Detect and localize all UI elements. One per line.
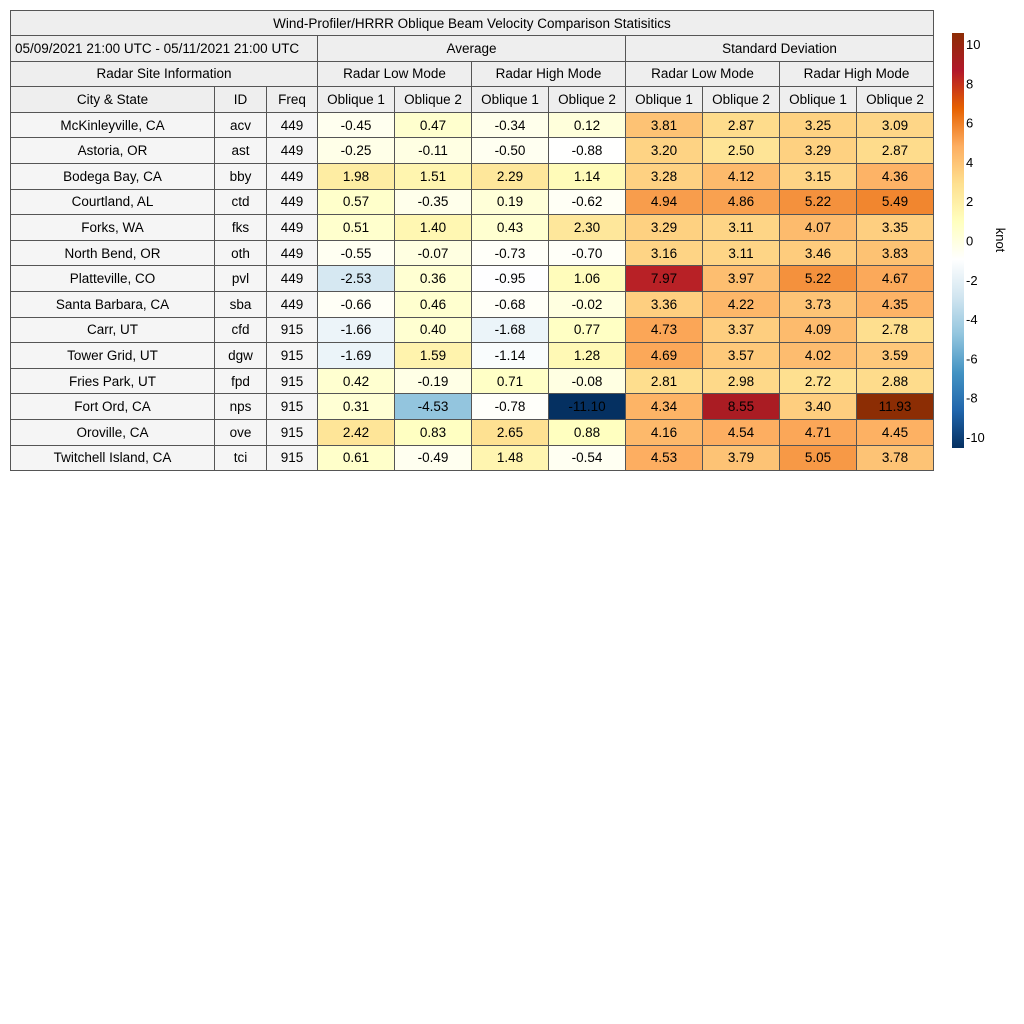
avg-low-oblique2-cell: -0.11 <box>395 138 472 164</box>
avg-low-oblique1-cell: -2.53 <box>318 266 395 292</box>
avg-high-oblique1-cell: -0.34 <box>472 112 549 138</box>
sd-low-oblique2-cell: 2.87 <box>703 112 780 138</box>
avg-high-oblique2-cell: 0.77 <box>549 317 626 343</box>
site-freq: 449 <box>267 266 318 292</box>
site-city: McKinleyville, CA <box>11 112 215 138</box>
avg-high-oblique1-cell: -0.73 <box>472 240 549 266</box>
sd-high-oblique2-cell: 4.36 <box>857 163 934 189</box>
avg-low-oblique2-cell: 1.59 <box>395 343 472 369</box>
avg-low-oblique2-cell: -0.19 <box>395 368 472 394</box>
site-city: Fries Park, UT <box>11 368 215 394</box>
table-row <box>11 343 934 369</box>
sd-high-oblique1-cell: 4.02 <box>780 343 857 369</box>
avg-low-oblique2-cell: 1.40 <box>395 215 472 241</box>
statistics-table <box>10 10 934 471</box>
sd-low-oblique1-cell: 4.53 <box>626 445 703 471</box>
sd-low-oblique2-cell: 3.11 <box>703 215 780 241</box>
site-info-header: Radar Site Information <box>11 61 318 87</box>
site-id: tci <box>215 445 267 471</box>
avg-low-oblique1-cell: -1.66 <box>318 317 395 343</box>
avg-high-oblique1-cell: -1.68 <box>472 317 549 343</box>
stddev-header: Standard Deviation <box>626 36 934 62</box>
site-id: cfd <box>215 317 267 343</box>
colorbar-tick-label: -8 <box>966 390 978 406</box>
avg-high-oblique2-cell: -0.02 <box>549 291 626 317</box>
avg-high-oblique1-cell: 0.71 <box>472 368 549 394</box>
avg-low-oblique1-cell: -0.55 <box>318 240 395 266</box>
colorbar-tick-label: 8 <box>966 76 974 92</box>
table-row <box>11 215 934 241</box>
avg-low-oblique1-cell: 1.98 <box>318 163 395 189</box>
avg-high-oblique2-cell: -0.70 <box>549 240 626 266</box>
sd-high-oblique2-cell: 3.09 <box>857 112 934 138</box>
site-city: Carr, UT <box>11 317 215 343</box>
colorbar-tick-label: 2 <box>966 194 974 210</box>
freq-column-header: Freq <box>267 87 318 113</box>
colorbar-tick-label: -6 <box>966 351 978 367</box>
sd-high-oblique1-cell: 5.22 <box>780 189 857 215</box>
colorbar-ticks <box>966 37 985 445</box>
sd-low-oblique1-cell: 3.16 <box>626 240 703 266</box>
site-city: Tower Grid, UT <box>11 343 215 369</box>
sd-low-oblique2-cell: 4.54 <box>703 419 780 445</box>
colorbar-tick-label: 4 <box>966 154 974 170</box>
sd-high-oblique2-cell: 2.78 <box>857 317 934 343</box>
site-freq: 449 <box>267 291 318 317</box>
sd-high-oblique1-cell: 3.46 <box>780 240 857 266</box>
avg-low-oblique2-cell: 0.47 <box>395 112 472 138</box>
site-id: oth <box>215 240 267 266</box>
table-row <box>11 291 934 317</box>
avg-high-oblique1-cell: 0.43 <box>472 215 549 241</box>
site-city: Santa Barbara, CA <box>11 291 215 317</box>
table-row <box>11 112 934 138</box>
site-id: sba <box>215 291 267 317</box>
avg-high-oblique1-header: Oblique 1 <box>472 87 549 113</box>
sd-high-oblique2-cell: 5.49 <box>857 189 934 215</box>
avg-high-oblique2-cell: 0.12 <box>549 112 626 138</box>
site-id: ctd <box>215 189 267 215</box>
sd-low-oblique1-cell: 7.97 <box>626 266 703 292</box>
avg-low-oblique1-cell: 0.61 <box>318 445 395 471</box>
site-freq: 449 <box>267 215 318 241</box>
avg-high-oblique2-cell: 1.14 <box>549 163 626 189</box>
avg-low-oblique2-cell: 0.83 <box>395 419 472 445</box>
avg-low-mode-header: Radar Low Mode <box>318 61 472 87</box>
sd-low-oblique1-cell: 2.81 <box>626 368 703 394</box>
avg-low-oblique2-cell: 0.46 <box>395 291 472 317</box>
colorbar <box>948 30 1024 450</box>
table-row <box>11 445 934 471</box>
avg-low-oblique1-cell: 2.42 <box>318 419 395 445</box>
site-id: nps <box>215 394 267 420</box>
sd-high-oblique1-cell: 3.29 <box>780 138 857 164</box>
sd-high-oblique2-cell: 3.59 <box>857 343 934 369</box>
avg-low-oblique1-cell: -0.45 <box>318 112 395 138</box>
sd-low-oblique1-cell: 4.94 <box>626 189 703 215</box>
sd-low-oblique1-cell: 4.34 <box>626 394 703 420</box>
avg-low-oblique2-header: Oblique 2 <box>395 87 472 113</box>
sd-high-mode-header: Radar High Mode <box>780 61 934 87</box>
table-row <box>11 240 934 266</box>
avg-high-mode-header: Radar High Mode <box>472 61 626 87</box>
site-city: Forks, WA <box>11 215 215 241</box>
sd-low-oblique2-cell: 4.12 <box>703 163 780 189</box>
site-city: Twitchell Island, CA <box>11 445 215 471</box>
site-id: dgw <box>215 343 267 369</box>
sd-high-oblique2-header: Oblique 2 <box>857 87 934 113</box>
avg-low-oblique2-cell: 0.36 <box>395 266 472 292</box>
city-column-header: City & State <box>11 87 215 113</box>
colorbar-label: knot <box>993 227 1008 253</box>
table-row <box>11 189 934 215</box>
id-column-header: ID <box>215 87 267 113</box>
sd-high-oblique1-header: Oblique 1 <box>780 87 857 113</box>
site-city: Courtland, AL <box>11 189 215 215</box>
sd-high-oblique1-cell: 4.07 <box>780 215 857 241</box>
site-freq: 915 <box>267 419 318 445</box>
avg-high-oblique2-cell: -0.62 <box>549 189 626 215</box>
table-row <box>11 368 934 394</box>
avg-low-oblique2-cell: -0.49 <box>395 445 472 471</box>
sd-low-oblique1-cell: 3.28 <box>626 163 703 189</box>
avg-low-oblique2-cell: 1.51 <box>395 163 472 189</box>
colorbar-gradient <box>952 33 964 448</box>
sd-high-oblique1-cell: 3.73 <box>780 291 857 317</box>
table-row <box>11 394 934 420</box>
sd-low-oblique1-cell: 4.69 <box>626 343 703 369</box>
table-row <box>11 266 934 292</box>
table-row <box>11 138 934 164</box>
sd-high-oblique1-cell: 4.09 <box>780 317 857 343</box>
sd-low-oblique2-cell: 2.98 <box>703 368 780 394</box>
sd-low-oblique2-cell: 3.57 <box>703 343 780 369</box>
avg-high-oblique2-header: Oblique 2 <box>549 87 626 113</box>
sd-low-oblique1-cell: 3.29 <box>626 215 703 241</box>
avg-high-oblique1-cell: -0.95 <box>472 266 549 292</box>
sd-low-oblique1-cell: 4.73 <box>626 317 703 343</box>
site-id: fks <box>215 215 267 241</box>
site-id: ove <box>215 419 267 445</box>
sd-low-oblique2-cell: 8.55 <box>703 394 780 420</box>
site-freq: 915 <box>267 445 318 471</box>
sd-high-oblique1-cell: 5.22 <box>780 266 857 292</box>
site-freq: 915 <box>267 394 318 420</box>
avg-high-oblique2-cell: 1.06 <box>549 266 626 292</box>
table-row <box>11 419 934 445</box>
sd-low-oblique1-header: Oblique 1 <box>626 87 703 113</box>
avg-low-oblique1-cell: 0.57 <box>318 189 395 215</box>
avg-low-oblique1-header: Oblique 1 <box>318 87 395 113</box>
site-freq: 915 <box>267 368 318 394</box>
avg-low-oblique2-cell: -4.53 <box>395 394 472 420</box>
avg-high-oblique1-cell: -1.14 <box>472 343 549 369</box>
avg-low-oblique1-cell: 0.42 <box>318 368 395 394</box>
sd-low-oblique2-cell: 3.37 <box>703 317 780 343</box>
avg-high-oblique1-cell: 0.19 <box>472 189 549 215</box>
colorbar-tick-label: 0 <box>966 233 974 249</box>
table-row <box>11 163 934 189</box>
sd-high-oblique2-cell: 3.83 <box>857 240 934 266</box>
sd-high-oblique2-cell: 3.35 <box>857 215 934 241</box>
sd-low-oblique1-cell: 3.20 <box>626 138 703 164</box>
avg-high-oblique2-cell: 1.28 <box>549 343 626 369</box>
sd-low-oblique1-cell: 3.81 <box>626 112 703 138</box>
colorbar-tick-label: -2 <box>966 272 978 288</box>
avg-high-oblique2-cell: -11.10 <box>549 394 626 420</box>
site-freq: 449 <box>267 240 318 266</box>
avg-low-oblique1-cell: 0.51 <box>318 215 395 241</box>
sd-low-oblique2-cell: 2.50 <box>703 138 780 164</box>
avg-low-oblique2-cell: -0.07 <box>395 240 472 266</box>
site-city: Platteville, CO <box>11 266 215 292</box>
site-freq: 915 <box>267 317 318 343</box>
site-freq: 449 <box>267 163 318 189</box>
sd-high-oblique2-cell: 2.87 <box>857 138 934 164</box>
sd-high-oblique1-cell: 3.15 <box>780 163 857 189</box>
site-city: Bodega Bay, CA <box>11 163 215 189</box>
avg-low-oblique1-cell: -0.25 <box>318 138 395 164</box>
avg-high-oblique1-cell: 2.65 <box>472 419 549 445</box>
sd-high-oblique2-cell: 2.88 <box>857 368 934 394</box>
avg-high-oblique2-cell: 0.88 <box>549 419 626 445</box>
avg-high-oblique1-cell: -0.78 <box>472 394 549 420</box>
sd-low-mode-header: Radar Low Mode <box>626 61 780 87</box>
sd-high-oblique1-cell: 3.40 <box>780 394 857 420</box>
sd-low-oblique2-header: Oblique 2 <box>703 87 780 113</box>
sd-high-oblique1-cell: 2.72 <box>780 368 857 394</box>
avg-low-oblique1-cell: -1.69 <box>318 343 395 369</box>
site-freq: 449 <box>267 189 318 215</box>
avg-low-oblique2-cell: 0.40 <box>395 317 472 343</box>
avg-high-oblique1-cell: -0.50 <box>472 138 549 164</box>
colorbar-tick-label: 6 <box>966 115 974 131</box>
avg-high-oblique2-cell: -0.08 <box>549 368 626 394</box>
avg-high-oblique1-cell: 2.29 <box>472 163 549 189</box>
site-id: bby <box>215 163 267 189</box>
site-freq: 449 <box>267 112 318 138</box>
sd-high-oblique2-cell: 4.67 <box>857 266 934 292</box>
sd-low-oblique2-cell: 4.86 <box>703 189 780 215</box>
date-range: 05/09/2021 21:00 UTC - 05/11/2021 21:00 UTC <box>11 36 318 62</box>
avg-high-oblique2-cell: -0.88 <box>549 138 626 164</box>
sd-high-oblique1-cell: 4.71 <box>780 419 857 445</box>
site-city: North Bend, OR <box>11 240 215 266</box>
sd-low-oblique1-cell: 3.36 <box>626 291 703 317</box>
average-header: Average <box>318 36 626 62</box>
site-freq: 449 <box>267 138 318 164</box>
site-city: Astoria, OR <box>11 138 215 164</box>
site-id: ast <box>215 138 267 164</box>
sd-low-oblique2-cell: 3.97 <box>703 266 780 292</box>
sd-low-oblique2-cell: 4.22 <box>703 291 780 317</box>
sd-high-oblique2-cell: 3.78 <box>857 445 934 471</box>
avg-high-oblique1-cell: 1.48 <box>472 445 549 471</box>
avg-high-oblique2-cell: -0.54 <box>549 445 626 471</box>
avg-high-oblique2-cell: 2.30 <box>549 215 626 241</box>
site-city: Fort Ord, CA <box>11 394 215 420</box>
site-city: Oroville, CA <box>11 419 215 445</box>
avg-high-oblique1-cell: -0.68 <box>472 291 549 317</box>
sd-low-oblique2-cell: 3.11 <box>703 240 780 266</box>
site-id: pvl <box>215 266 267 292</box>
site-id: acv <box>215 112 267 138</box>
site-id: fpd <box>215 368 267 394</box>
sd-high-oblique2-cell: 11.93 <box>857 394 934 420</box>
avg-low-oblique1-cell: 0.31 <box>318 394 395 420</box>
sd-high-oblique2-cell: 4.45 <box>857 419 934 445</box>
table-row <box>11 317 934 343</box>
table-body <box>11 112 934 470</box>
colorbar-tick-label: -10 <box>966 430 985 445</box>
site-freq: 915 <box>267 343 318 369</box>
avg-low-oblique1-cell: -0.66 <box>318 291 395 317</box>
sd-low-oblique2-cell: 3.79 <box>703 445 780 471</box>
colorbar-tick-label: -4 <box>966 312 978 328</box>
sd-high-oblique2-cell: 4.35 <box>857 291 934 317</box>
colorbar-tick-label: 10 <box>966 37 981 52</box>
sd-low-oblique1-cell: 4.16 <box>626 419 703 445</box>
sd-high-oblique1-cell: 5.05 <box>780 445 857 471</box>
sd-high-oblique1-cell: 3.25 <box>780 112 857 138</box>
avg-low-oblique2-cell: -0.35 <box>395 189 472 215</box>
table-title: Wind-Profiler/HRRR Oblique Beam Velocity Comparison Statisitics <box>11 11 934 36</box>
